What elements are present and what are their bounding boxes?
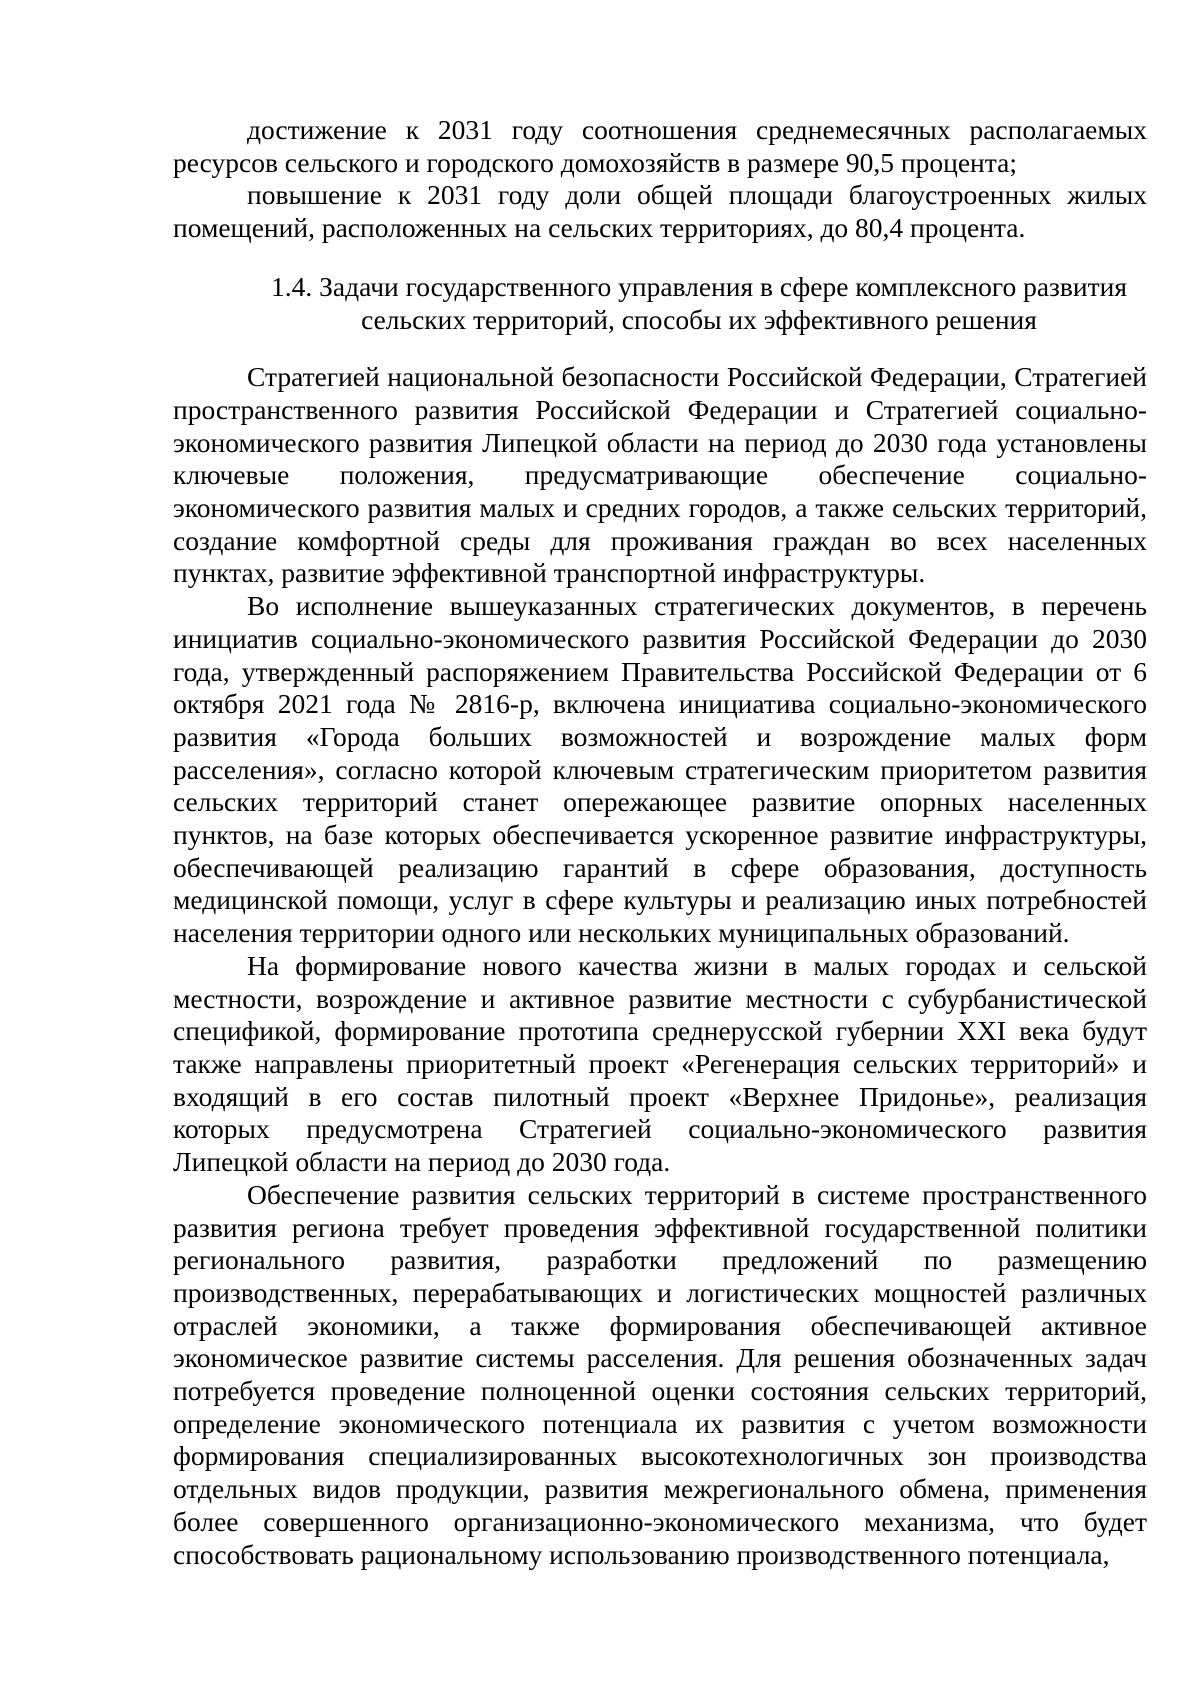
paragraph-housing-area-target: повышение к 2031 году доли общей площади благоустроенных жилых помещений, расположенных на сельских территориях, до 80,4 процента. — [173, 179, 1147, 244]
section-heading-line-2: сельских территорий, способы их эффективного решения — [361, 303, 1037, 335]
section-heading — [173, 271, 1147, 336]
paragraph-strategies: Стратегией национальной безопасности Российской Федерации, Стратегией пространственного развития Российской Федерации и Стратегией социально-экономического развития Липецкой области на период до 2030 года установлены ключевые положения, предусматривающие обеспечение социально-экономического развития малых и средних городов, а также сельских территорий, создание комфортной среды для проживания граждан во всех населенных пунктах, развитие эффективной транспортной инфраструктуры. — [173, 361, 1147, 589]
document-body — [173, 114, 1147, 1571]
paragraph-regional-policy: Обеспечение развития сельских территорий в системе пространственного развития региона требует проведения эффективной государственной политики регионального развития, разработки предложений по размещению производственных, перерабатывающих и логистических мощностей различных отраслей экономики, а также формирования обеспечивающей активное экономическое развитие системы расселения. Для решения обозначенных задач потребуется проведение полноценной оценки состояния сельских территорий, определение экономического потенциала их развития с учетом возможности формирования специализированных высокотехнологичных зон производства отдельных видов продукции, развития межрегионального обмена, применения более совершенного организационно-экономического механизма, что будет способствовать рациональному использованию производственного потенциала, — [173, 1178, 1147, 1570]
paragraph-initiatives: Во исполнение вышеуказанных стратегических документов, в перечень инициатив социально-экономического развития Российской Федерации до 2030 года, утвержденный распоряжением Правительства Российской Федерации от 6 октября 2021 года № 2816-р, включена инициатива социально-экономического развития «Города больших возможностей и возрождение малых форм расселения», согласно которой ключевым стратегическим приоритетом развития сельских территорий станет опережающее развитие опорных населенных пунктов, на базе которых обеспечивается ускоренное развитие инфраструктуры, обеспечивающей реализацию гарантий в сфере образования, доступность медицинской помощи, услуг в сфере культуры и реализацию иных потребностей населения территории одного или нескольких муниципальных образований. — [173, 590, 1147, 949]
paragraph-income-ratio-target: достижение к 2031 году соотношения среднемесячных располагаемых ресурсов сельского и городского домохозяйств в размере 90,5 процента; — [173, 114, 1147, 178]
section-heading-line-1: 1.4. Задачи государственного управления в сфере комплексного развития — [270, 270, 1128, 302]
paragraph-quality-of-life: На формирование нового качества жизни в малых городах и сельской местности, возрождение и активное развитие местности с субурбанистической спецификой, формирование прототипа среднерусской губернии XXI века будут также направлены приоритетный проект «Регенерация сельских территорий» и входящий в его состав пилотный проект «Верхнее Придонье», реализация которых предусмотрена Стратегией социально-экономического развития Липецкой области на период до 2030 года. — [173, 949, 1147, 1178]
